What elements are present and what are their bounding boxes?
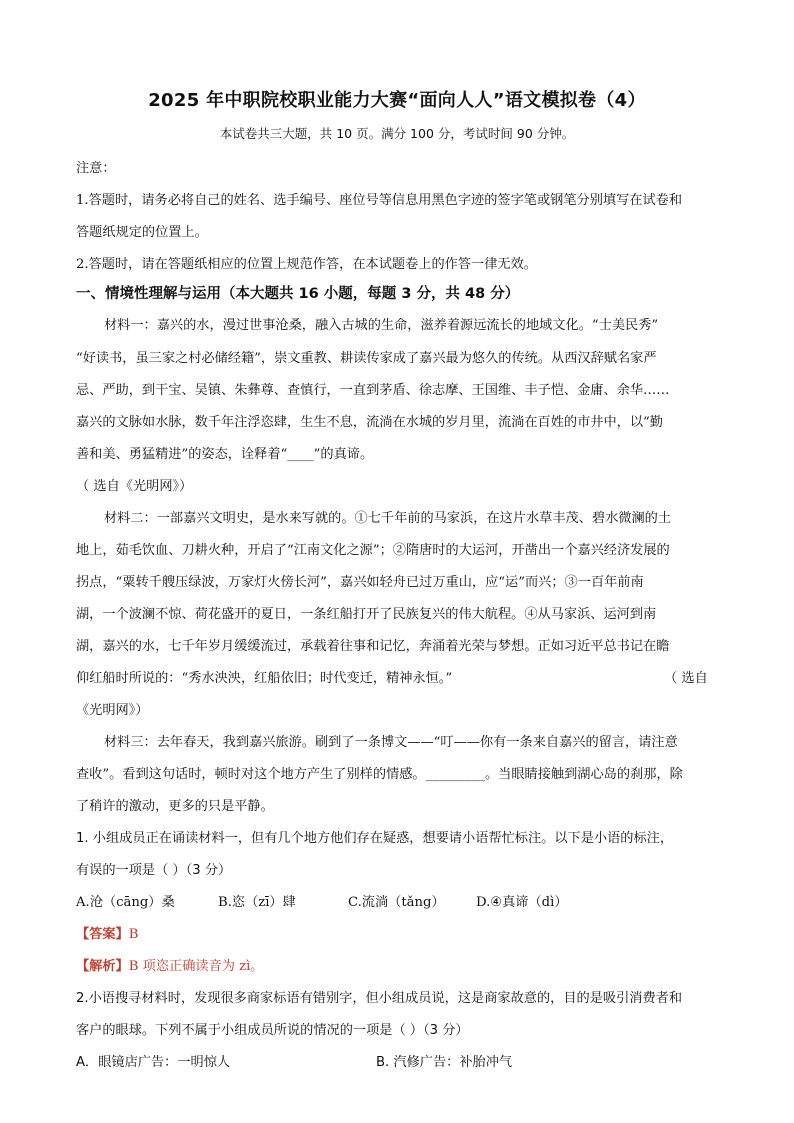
question-1-option-d: D.④真谛（dì） (476, 895, 568, 910)
material-2-source-part-1: （ 选自 (664, 671, 708, 686)
question-1-option-a: A.沧（cāng）桑 (76, 895, 175, 910)
material-3-line-2: 查收”。看到这句话时，顿时对这个地方产生了别样的情感。_________。当眼睛接触到湖心岛的刹那，除 (76, 767, 683, 782)
material-2-line-1: 材料二：一部嘉兴文明史，是水来写就的。①七千年前的马家浜，在这片水草丰茂、碧水微澜的土 (104, 511, 672, 526)
question-2-stem-line-2: 客户的眼球。下列不属于小组成员所说的情况的一项是（ ）（3 分） (76, 1023, 469, 1038)
analysis-text: B 项恣正确读音为 zì。 (128, 959, 264, 974)
material-1-line-4: 嘉兴的文脉如水脉，数千年注浮恣肆，生生不息，流淌在水城的岁月里，流淌在百姓的市井中，以“勤 (76, 415, 663, 430)
document-title: 2025 年中职院校职业能力大赛“面向人人”语文模拟卷（4） (148, 90, 646, 111)
material-2-source-part-2: 《光明网》） (76, 703, 149, 718)
document-subtitle: 本试卷共三大题，共 10 页。满分 100 分，考试时间 90 分钟。 (219, 126, 575, 141)
question-2-option-b: B. 汽修广告：补胎冲气 (376, 1055, 513, 1070)
question-1-stem-line-2: 有误的一项是（ ）（3 分） (76, 863, 232, 878)
material-2-line-3: 拐点，“粟转千艘压绿波，万家灯火傍长河”，嘉兴如轻舟已过万重山，应“运”而兴；③一百年前南 (76, 575, 644, 590)
question-2-option-a: A．眼镜店广告：一明惊人 (76, 1055, 231, 1070)
material-2-line-4: 湖，一个波澜不惊、荷花盛开的夏日，一条红船打开了民族复兴的伟大航程。④从马家浜、运河到南 (76, 607, 657, 622)
material-3-line-3: 了稍许的激动，更多的只是平静。 (76, 799, 274, 814)
section-1-heading: 一、情境性理解与运用（本大题共 16 小题，每题 3 分，共 48 分） (76, 286, 520, 302)
question-1-option-b: B.恣（zī）肆 (218, 895, 296, 910)
material-3-line-1: 材料三：去年春天，我到嘉兴旅游。刷到了一条博文——“叮——你有一条来自嘉兴的留言，请注意 (104, 735, 678, 750)
analysis-label: 【解析】 (76, 959, 129, 974)
question-2-stem-line-1: 2.小语搜寻材料时，发现很多商家标语有错别字，但小组成员说，这是商家故意的，目的是吸引消费者和 (76, 991, 683, 1006)
notice-item-1-line-2: 答题纸规定的位置上。 (76, 225, 208, 240)
question-1-stem-line-1: 1. 小组成员正在诵读材料一，但有几个地方他们存在疑惑，想要请小语帮忙标注。以下是小语的标注， (76, 831, 674, 846)
material-1-line-5: 善和美、勇猛精进”的姿态，诠释着“____”的真谛。 (76, 447, 374, 462)
material-1-line-2: “好读书，虽三家之村必储经籍”，崇文重教、耕读传家成了嘉兴最为悠久的传统。从西汉辞赋名家严 (76, 351, 657, 366)
answer-label: 【答案】 (76, 927, 129, 942)
material-1-line-3: 忌、严助，到干宝、吴镇、朱彝尊、查慎行，一直到茅盾、徐志摩、王国维、丰子恺、金庸、余华…… (76, 383, 670, 398)
question-1-option-c: C.流淌（tǎng） (348, 895, 445, 910)
material-1-line-1: 材料一：嘉兴的水，漫过世事沧桑，融入古城的生命，滋养着源远流长的地域文化。“士美民秀” (104, 318, 659, 333)
answer-value: B (128, 927, 139, 942)
notice-label: 注意： (76, 161, 116, 176)
notice-item-2: 2.答题时，请在答题纸相应的位置上规范作答，在本试题卷上的作答一律无效。 (76, 257, 537, 272)
question-1-analysis (76, 955, 264, 974)
material-2-line-5: 湖，嘉兴的水，七千年岁月缓缓流过，承载着往事和记忆，奔涌着光荣与梦想。正如习近平总书记在瞻 (76, 639, 670, 654)
material-2-line-6: 仰红船时所说的：“秀水泱泱，红船依旧；时代变迁，精神永恒。” (76, 671, 453, 686)
material-1-source: （ 选自《光明网》） (76, 479, 193, 494)
notice-item-1-line-1: 1.答题时，请务必将自己的姓名、选手编号、座位号等信息用黑色字迹的签字笔或钢笔分别填写在试卷和 (76, 193, 683, 208)
material-2-line-2: 地上，茹毛饮血、刀耕火种，开启了“江南文化之源”；②隋唐时的大运河，开凿出一个嘉兴经济发展的 (76, 543, 670, 558)
question-1-answer (76, 923, 138, 942)
